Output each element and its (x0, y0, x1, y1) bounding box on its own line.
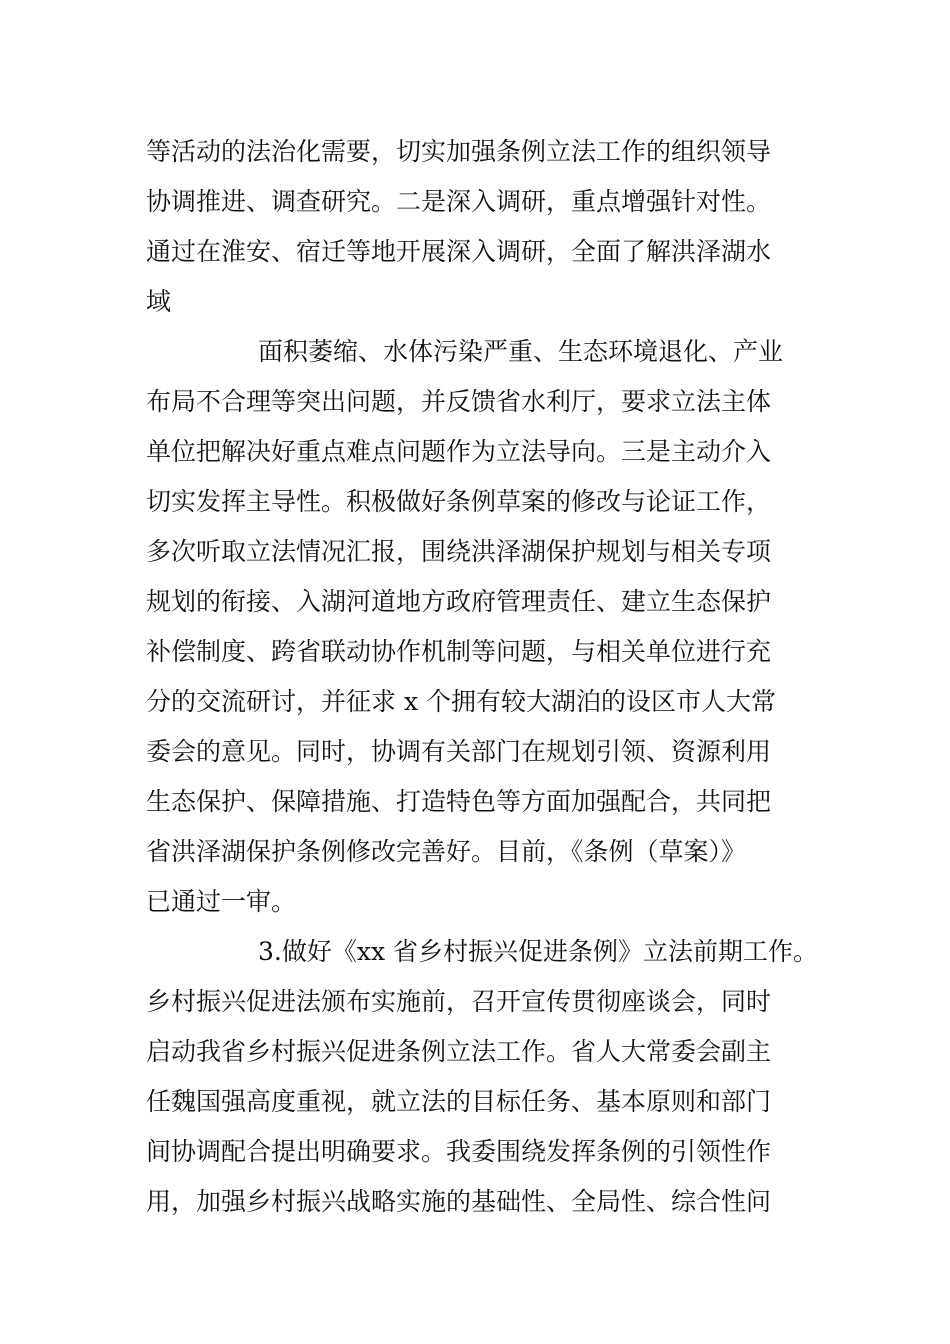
text-line: 规划的衔接、入湖河道地方政府管理责任、建立生态保护 (146, 587, 772, 616)
text-line: 域 (146, 287, 172, 316)
text-line: 省洪泽湖保护条例修改完善好。目前，《条例（草案）》 (146, 837, 747, 866)
section-heading: 3.做好《xx 省乡村振兴促进条例》立法前期工作。 (258, 937, 818, 966)
text-line: 间协调配合提出明确要求。我委围绕发挥条例的引领性作 (146, 1137, 772, 1166)
text-line: 补偿制度、跨省联动协作机制等问题，与相关单位进行充 (146, 637, 772, 666)
text-line: 分的交流研讨，并征求 x 个拥有较大湖泊的设区市人大常 (146, 687, 776, 716)
text-line: 协调推进、调查研究。二是深入调研，重点增强针对性。 (146, 187, 772, 216)
text-line: 面积萎缩、水体污染严重、生态环境退化、产业 (258, 337, 784, 366)
text-line: 乡村振兴促进法颁布实施前，召开宣传贯彻座谈会，同时 (146, 987, 772, 1016)
text-line: 单位把解决好重点难点问题作为立法导向。三是主动介入 (146, 437, 772, 466)
text-line: 等活动的法治化需要，切实加强条例立法工作的组织领导 (146, 137, 772, 166)
text-line: 布局不合理等突出问题，并反馈省水利厅，要求立法主体 (146, 387, 772, 416)
text-line: 已通过一审。 (146, 887, 297, 916)
text-line: 通过在淮安、宿迁等地开展深入调研，全面了解洪泽湖水 (146, 237, 772, 266)
text-line: 任魏国强高度重视，就立法的目标任务、基本原则和部门 (146, 1087, 772, 1116)
text-line: 用，加强乡村振兴战略实施的基础性、全局性、综合性问 (146, 1187, 772, 1216)
text-line: 生态保护、保障措施、打造特色等方面加强配合，共同把 (146, 787, 772, 816)
text-line: 多次听取立法情况汇报，围绕洪泽湖保护规划与相关专项 (146, 537, 772, 566)
text-line: 切实发挥主导性。积极做好条例草案的修改与论证工作， (146, 487, 772, 516)
text-line: 委会的意见。同时，协调有关部门在规划引领、资源利用 (146, 737, 772, 766)
text-line: 启动我省乡村振兴促进条例立法工作。省人大常委会副主 (146, 1037, 772, 1066)
